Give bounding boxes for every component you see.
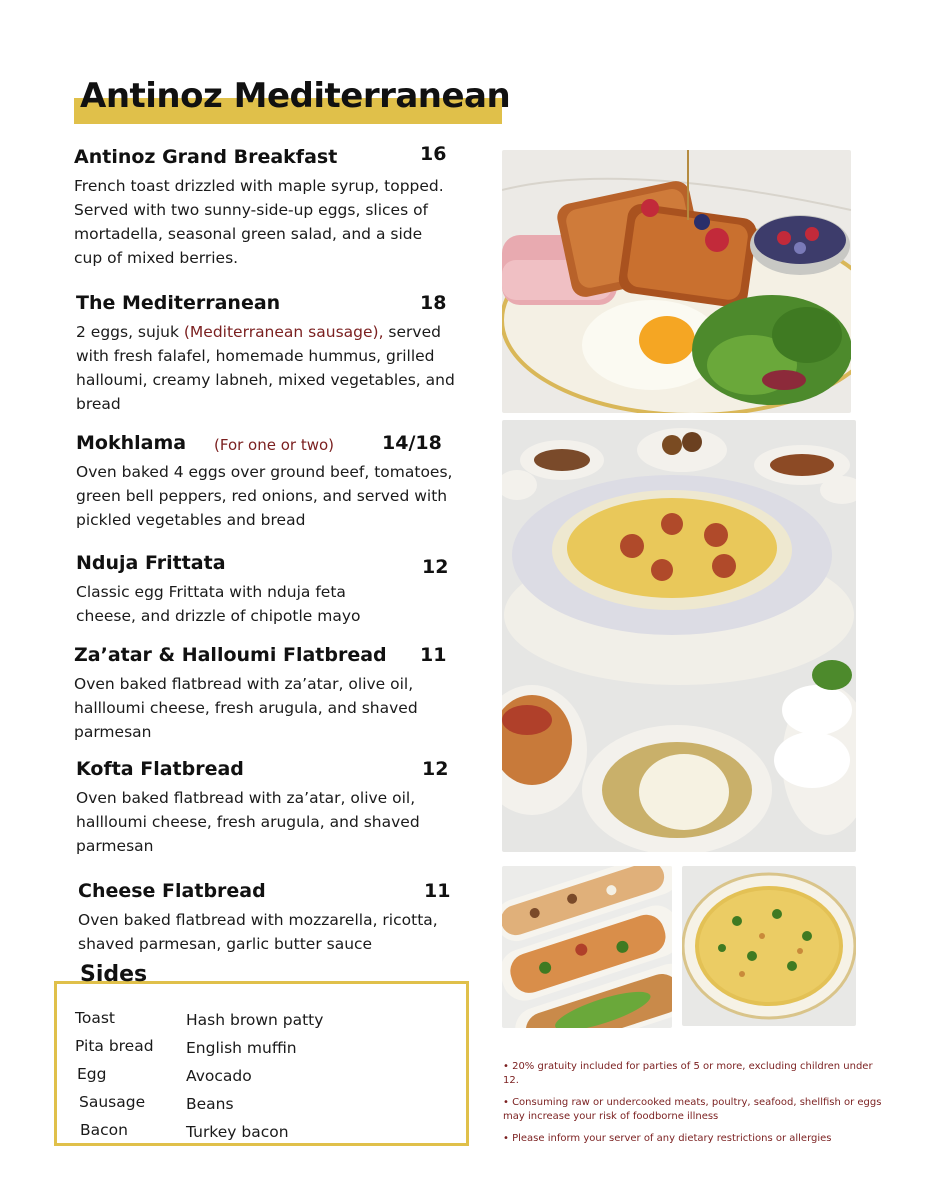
frittata-illustration <box>682 866 856 1026</box>
item-description: Classic egg Frittata with nduja feta cheese, and drizzle of chipotle mayo <box>76 583 361 625</box>
item-name: Antinoz Grand Breakfast <box>74 146 338 168</box>
frittata-photo <box>682 866 856 1026</box>
item-price: 11 <box>420 644 447 666</box>
item-name: Cheese Flatbread <box>78 880 266 902</box>
item-description: French toast drizzled with maple syrup, topped. Served with two sunny-side-up eggs, slices of mortadella, seasonal green salad, and a side cup of mixed berries. <box>74 177 444 267</box>
item-description: Oven baked flatbread with za’atar, olive oil, hallloumi cheese, fresh arugula, and shaved parmesan <box>76 789 420 855</box>
grand-breakfast-photo <box>502 150 851 413</box>
side-item: Avocado <box>186 1067 252 1085</box>
menu-item-grand-breakfast <box>74 143 454 270</box>
menu-notes <box>503 1060 883 1154</box>
note-allergies: • Please inform your server of any dietary restrictions or allergies <box>503 1133 832 1144</box>
note-gratuity: • 20% gratuity included for parties of 5 or more, excluding children under 12. <box>503 1061 873 1086</box>
item-description-part: served with fresh falafel, homemade hummus, grilled halloumi, creamy labneh, mixed vegetables, and bread <box>76 323 455 413</box>
item-price: 12 <box>422 556 449 578</box>
item-description-highlight: (Mediterranean sausage), <box>183 323 384 341</box>
side-item: Hash brown patty <box>186 1011 324 1029</box>
note-raw-food: • Consuming raw or undercooked meats, poultry, seafood, shellfish or eggs may increase your risk of foodborne illness <box>503 1097 882 1122</box>
item-price: 11 <box>424 880 451 902</box>
menu-item-kofta-flatbread <box>76 758 456 858</box>
flatbreads-illustration <box>502 866 672 1028</box>
side-item: Sausage <box>79 1093 146 1111</box>
menu-item-cheese-flatbread <box>78 880 458 956</box>
menu-item-mediterranean <box>76 292 456 416</box>
menu-item-zaatar-halloumi-flatbread <box>74 644 454 744</box>
item-name: Kofta Flatbread <box>76 758 244 780</box>
item-price: 18 <box>420 292 447 314</box>
mezze-spread-photo <box>502 420 856 852</box>
sides-column-1 <box>75 1004 154 1144</box>
item-description <box>76 320 456 416</box>
side-item: Toast <box>75 1009 115 1027</box>
side-item: Turkey bacon <box>186 1123 289 1141</box>
page-title-block <box>74 76 511 124</box>
mezze-spread-illustration <box>502 420 856 852</box>
sides-title: Sides <box>80 962 148 987</box>
side-item: Bacon <box>80 1121 128 1139</box>
item-description: Oven baked 4 eggs over ground beef, tomatoes, green bell peppers, red onions, and served with pickled vegetables and bread <box>76 463 453 529</box>
menu-item-mokhlama <box>76 432 456 532</box>
item-description: Oven baked flatbread with mozzarella, ricotta, shaved parmesan, garlic butter sauce <box>78 911 438 953</box>
item-name: Za’atar & Halloumi Flatbread <box>74 644 387 666</box>
item-note: (For one or two) <box>214 436 335 454</box>
item-price: 12 <box>422 758 449 780</box>
page-title: Antinoz Mediterranean <box>80 76 511 116</box>
side-item: Pita bread <box>75 1037 154 1055</box>
item-name: Mokhlama <box>76 432 187 454</box>
side-item: Beans <box>186 1095 234 1113</box>
item-price: 14/18 <box>382 432 442 454</box>
item-description-part: 2 eggs, sujuk <box>76 323 184 341</box>
flatbreads-photo <box>502 866 672 1028</box>
item-name: Nduja Frittata <box>76 552 226 574</box>
item-price: 16 <box>420 143 447 165</box>
item-name: The Mediterranean <box>76 292 281 314</box>
grand-breakfast-illustration <box>502 150 851 413</box>
side-item: Egg <box>77 1065 107 1083</box>
menu-item-nduja-frittata <box>76 552 456 628</box>
sides-column-2 <box>186 1006 323 1146</box>
side-item: English muffin <box>186 1039 297 1057</box>
sides-box <box>54 981 469 1146</box>
item-description: Oven baked flatbread with za’atar, olive oil, hallloumi cheese, fresh arugula, and shaved parmesan <box>74 675 418 741</box>
